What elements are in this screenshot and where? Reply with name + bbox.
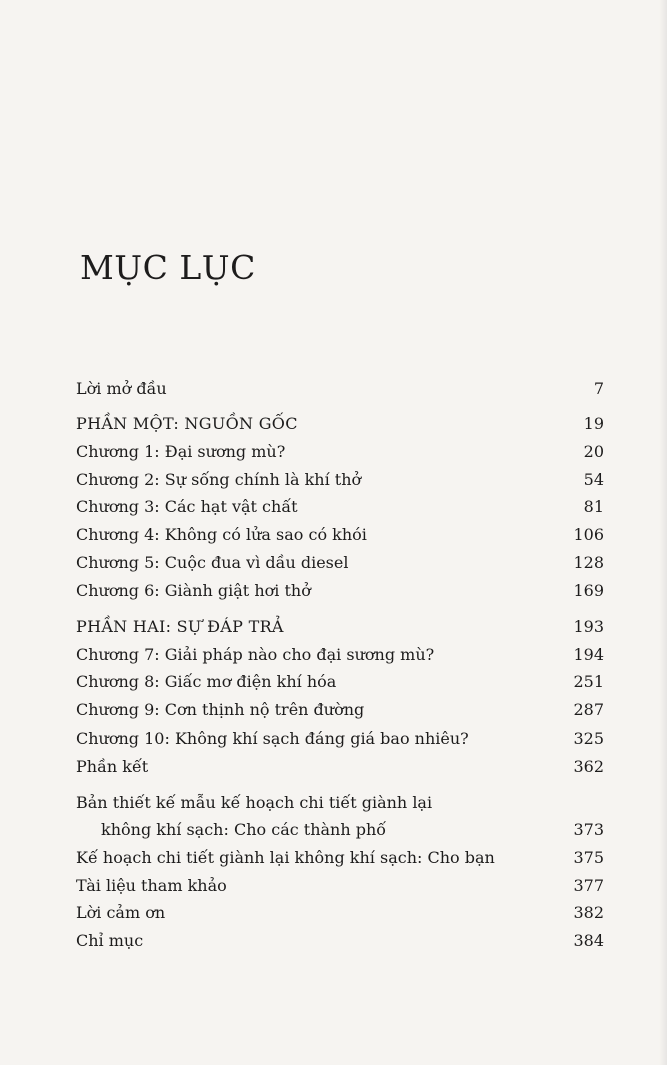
- toc-entry-page: 375: [573, 848, 604, 867]
- toc-entry-label: PHẦN MỘT: NGUỒN GỐC: [76, 414, 298, 433]
- toc-entry-blueprint-cities: [76, 790, 604, 816]
- toc-entry-chapter-7: [76, 642, 604, 668]
- toc-entry-blueprint-you: [76, 845, 604, 871]
- toc-entry-label: Lời mở đầu: [76, 379, 167, 398]
- toc-entry-page: 382: [573, 903, 604, 922]
- toc-entry-label: Chương 1: Đại sương mù?: [76, 442, 286, 461]
- toc-entry-label: Chương 5: Cuộc đua vì dầu diesel: [76, 553, 349, 572]
- toc-entry-chapter-6: [76, 578, 604, 604]
- toc-entry-page: 362: [573, 757, 604, 776]
- toc-entry-references: [76, 873, 604, 899]
- page-title: MỤC LỤC: [80, 248, 256, 287]
- toc-entry-page: 377: [573, 876, 604, 895]
- toc-entry-label: Lời cảm ơn: [76, 903, 166, 922]
- toc-entry-epilogue: [76, 754, 604, 780]
- toc-entry-acknowledgements: [76, 900, 604, 926]
- toc-entry-label: PHẦN HAI: SỰ ĐÁP TRẢ: [76, 617, 284, 636]
- toc-entry-label: Chỉ mục: [76, 931, 144, 950]
- toc-entry-label: Chương 10: Không khí sạch đáng giá bao nhiêu?: [76, 729, 469, 748]
- toc-entry-preface: [76, 376, 604, 402]
- toc-entry-label: Tài liệu tham khảo: [76, 876, 227, 895]
- toc-entry-chapter-9: [76, 697, 604, 723]
- toc-entry-page: 54: [583, 470, 604, 489]
- toc-entry-chapter-5: [76, 550, 604, 576]
- toc-entry-page: 81: [583, 497, 604, 516]
- toc-entry-index: [76, 928, 604, 954]
- toc-entry-page: 19: [583, 414, 604, 433]
- toc-entry-label: Chương 2: Sự sống chính là khí thở: [76, 470, 362, 489]
- toc-entry-chapter-2: [76, 467, 604, 493]
- toc-entry-label: không khí sạch: Cho các thành phố: [101, 820, 387, 839]
- toc-entry-label: Bản thiết kế mẫu kế hoạch chi tiết giành lại: [76, 793, 433, 812]
- toc-entry-chapter-3: [76, 494, 604, 520]
- toc-entry-page: 194: [573, 645, 604, 664]
- toc-entry-page: 169: [573, 581, 604, 600]
- toc-entry-part-two: [76, 614, 604, 640]
- toc-entry-blueprint-cities-cont: [76, 817, 604, 843]
- toc-entry-chapter-8: [76, 669, 604, 695]
- toc-entry-label: Kế hoạch chi tiết giành lại không khí sạch: Cho bạn: [76, 848, 495, 867]
- toc-entry-page: 20: [583, 442, 604, 461]
- toc-entry-chapter-4: [76, 522, 604, 548]
- toc-entry-page: 325: [573, 729, 604, 748]
- toc-entry-label: Phần kết: [76, 757, 149, 776]
- toc-entry-page: 384: [573, 931, 604, 950]
- toc-entry-page: 106: [573, 525, 604, 544]
- toc-entry-page: 251: [573, 672, 604, 691]
- toc-entry-page: 373: [573, 820, 604, 839]
- toc-entry-label: Chương 6: Giành giật hơi thở: [76, 581, 311, 600]
- toc-entry-page: 128: [573, 553, 604, 572]
- toc-entry-page: 287: [573, 700, 604, 719]
- toc-entry-label: Chương 8: Giấc mơ điện khí hóa: [76, 672, 337, 691]
- toc-entry-label: Chương 9: Cơn thịnh nộ trên đường: [76, 700, 365, 719]
- toc-entry-label: Chương 3: Các hạt vật chất: [76, 497, 298, 516]
- toc-entry-chapter-10: [76, 726, 604, 752]
- toc-entry-label: Chương 7: Giải pháp nào cho đại sương mù?: [76, 645, 435, 664]
- toc-entry-label: Chương 4: Không có lửa sao có khói: [76, 525, 367, 544]
- toc-entry-part-one: [76, 411, 604, 437]
- toc-entry-chapter-1: [76, 439, 604, 465]
- page-edge-shadow: [659, 0, 667, 1065]
- toc-entry-page: 193: [573, 617, 604, 636]
- toc-entry-page: 7: [593, 379, 604, 398]
